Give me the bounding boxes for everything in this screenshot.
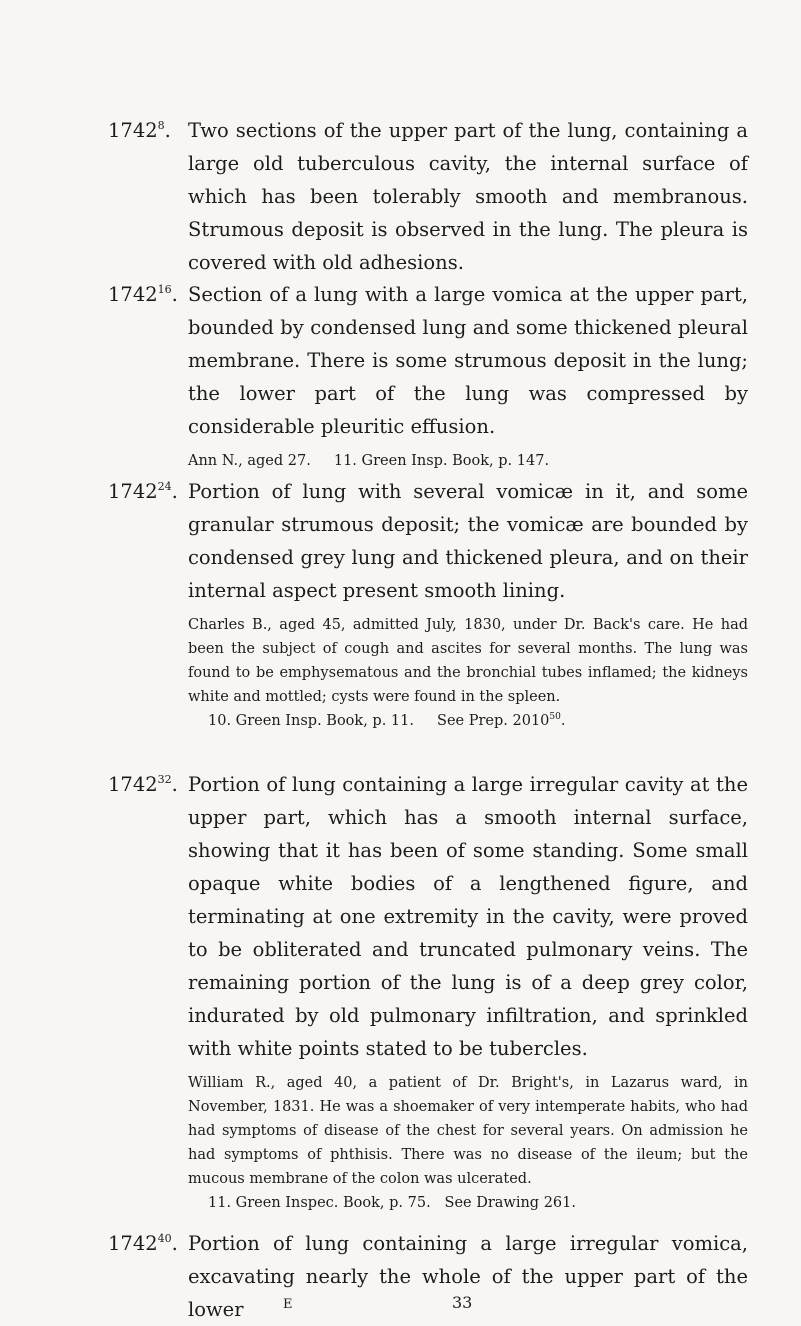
page-number: 33 bbox=[452, 1293, 473, 1312]
case-history: William R., aged 40, a patient of Dr. Bright's, in Lazarus ward, in November, 1831. He was a shoemaker of very intemperate habits, who had had symptoms of disease of the chest for several years. On admission he had symptoms of phthisis. There was no disease of the ileum; but the mucous membrane of the colon was ulcerated. bbox=[188, 1075, 748, 1187]
case-note bbox=[188, 613, 748, 733]
entry-number: 1742$^{24}$. bbox=[108, 480, 178, 503]
entry-number: 1742$^{16}$. bbox=[108, 283, 178, 306]
case-reference: 10. Green Insp. Book, p. 11. See Prep. 2010$^{50}$. bbox=[208, 712, 566, 729]
entry-number: 1742$^8$. bbox=[108, 119, 171, 142]
entry-description: Portion of lung with several vomicæ in it, and some granular strumous deposit; the vomicæ are bounded by condensed grey lung and thickened pleura, and on their internal aspect present smooth lining. bbox=[188, 480, 748, 602]
case-history: Charles B., aged 45, admitted July, 1830, under Dr. Back's care. He had been the subject of cough and ascites for several months. The lung was found to be emphysematous and the bronchial tubes inflamed; the kidneys white and mottled; cysts were found in the spleen. bbox=[188, 617, 748, 705]
entry-description: Portion of lung containing a large irregular vomica, excavating nearly the whole of the upper part of the lower bbox=[188, 1232, 748, 1321]
case-reference: 11. Green Inspec. Book, p. 75. See Drawing 261. bbox=[208, 1195, 576, 1211]
catalogue-entry-1742-24 bbox=[108, 475, 748, 733]
catalogue-entry-1742-40 bbox=[108, 1227, 748, 1326]
entry-description: Portion of lung containing a large irregular cavity at the upper part, which has a smooth internal surface, showing that it has been of some standing. Some small opaque white bodies of a lengthened figure, and terminating at one extremity in the cavity, were proved to be obliterated and truncated pulmonary veins. The remaining portion of the lung is of a deep grey color, indurated by old pulmonary infiltration, and sprinkled with white points stated to be tubercles. bbox=[188, 773, 748, 1060]
catalogue-entry-1742-32 bbox=[108, 768, 748, 1215]
entry-number: 1742$^{40}$. bbox=[108, 1232, 178, 1255]
signature-mark: E bbox=[283, 1297, 293, 1312]
catalogue-entry-1742-8 bbox=[108, 114, 748, 279]
entry-description: Two sections of the upper part of the lung, containing a large old tuberculous cavity, the internal surface of which has been tolerably smooth and membranous. Strumous deposit is observed in the lung. The pleura is covered with old adhesions. bbox=[188, 119, 748, 274]
catalogue-entry-1742-16 bbox=[108, 278, 748, 473]
case-note: Ann N., aged 27. 11. Green Insp. Book, p. 147. bbox=[188, 453, 550, 469]
entry-number: 1742$^{32}$. bbox=[108, 773, 178, 796]
entry-description: Section of a lung with a large vomica at the upper part, bounded by condensed lung and some thickened pleural membrane. There is some strumous deposit in the lung; the lower part of the lung was compressed by considerable pleuritic effusion. bbox=[188, 283, 748, 438]
case-note bbox=[188, 1071, 748, 1215]
